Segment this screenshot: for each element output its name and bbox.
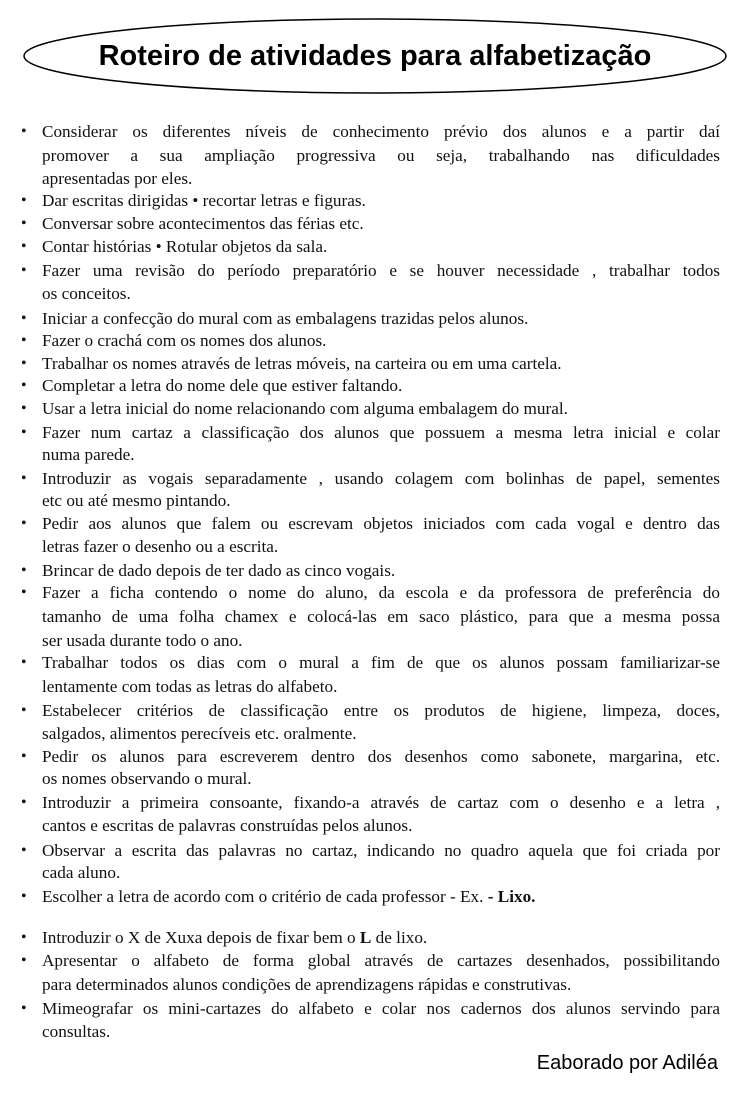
list-item-line: salgados, alimentos perecíveis etc. oralmente. bbox=[42, 724, 357, 743]
bullet-icon: • bbox=[21, 794, 27, 811]
list-item-line: para determinados alunos condições de aprendizagens rápidas e construtivas. bbox=[42, 975, 572, 994]
list-item-line: Brincar de dado depois de ter dado as cinco vogais. bbox=[42, 561, 396, 580]
list-item-line: Observar a escrita das palavras no cartaz, indicando no quadro aquela que foi criada por bbox=[42, 841, 720, 860]
text-segment: de lixo. bbox=[371, 928, 428, 947]
list-item-line: Completar a letra do nome dele que estiver faltando. bbox=[42, 376, 403, 395]
bullet-icon: • bbox=[21, 262, 27, 279]
bullet-icon: • bbox=[21, 702, 27, 719]
bold-text: - Lixo. bbox=[487, 887, 536, 906]
bullet-icon: • bbox=[21, 123, 27, 140]
list-item-line: Fazer num cartaz a classificação dos alunos que possuem a mesma letra inicial e colar bbox=[42, 423, 720, 442]
list-item-line: os conceitos. bbox=[42, 284, 131, 303]
bullet-icon: • bbox=[21, 310, 27, 327]
list-item-line: cada aluno. bbox=[42, 863, 121, 882]
bullet-icon: • bbox=[21, 952, 27, 969]
list-item-line: numa parede. bbox=[42, 445, 135, 464]
bold-text: L bbox=[359, 928, 372, 947]
page-title: Roteiro de atividades para alfabetização bbox=[98, 40, 652, 72]
bullet-icon: • bbox=[21, 400, 27, 417]
bullet-icon: • bbox=[21, 888, 27, 905]
list-item-line: Usar a letra inicial do nome relacionando com alguma embalagem do mural. bbox=[42, 399, 568, 418]
list-item-line: Fazer o crachá com os nomes dos alunos. bbox=[42, 331, 327, 350]
list-item-line: Introduzir a primeira consoante, fixando-a através de cartaz com o desenho e a letra , bbox=[42, 793, 720, 812]
text-segment: Escolher a letra de acordo com o critério de cada professor - Ex. bbox=[42, 887, 488, 906]
list-item-line: Contar histórias • Rotular objetos da sala. bbox=[42, 237, 328, 256]
list-item-line: Iniciar a confecção do mural com as embalagens trazidas pelos alunos. bbox=[42, 309, 529, 328]
list-item-line: ser usada durante todo o ano. bbox=[42, 631, 243, 650]
bullet-icon: • bbox=[21, 377, 27, 394]
list-item-line: cantos e escritas de palavras construídas pelos alunos. bbox=[42, 816, 413, 835]
list-item-line: Considerar os diferentes níveis de conhecimento prévio dos alunos e a partir daí bbox=[42, 122, 720, 141]
bullet-icon: • bbox=[21, 470, 27, 487]
list-item-line: Apresentar o alfabeto de forma global através de cartazes desenhados, possibilitando bbox=[42, 951, 720, 970]
bullet-icon: • bbox=[21, 562, 27, 579]
list-item-line: Pedir os alunos para escreverem dentro dos desenhos como sabonete, margarina, etc. bbox=[42, 747, 720, 766]
bullet-icon: • bbox=[21, 238, 27, 255]
list-item-line: Trabalhar os nomes através de letras móveis, na carteira ou em uma cartela. bbox=[42, 354, 562, 373]
list-item-line: tamanho de uma folha chamex e colocá-las em saco plástico, para que a mesma possa bbox=[42, 607, 720, 626]
list-item-line: letras fazer o desenho ou a escrita. bbox=[42, 537, 279, 556]
list-item-line: Trabalhar todos os dias com o mural a fim de que os alunos possam familiarizar-se bbox=[42, 653, 720, 672]
bullet-icon: • bbox=[21, 842, 27, 859]
bullet-icon: • bbox=[21, 355, 27, 372]
bullet-icon: • bbox=[21, 654, 27, 671]
bullet-icon: • bbox=[21, 1000, 27, 1017]
bullet-icon: • bbox=[21, 748, 27, 765]
list-item-line: Conversar sobre acontecimentos das férias etc. bbox=[42, 214, 364, 233]
bullet-icon: • bbox=[21, 584, 27, 601]
bullet-icon: • bbox=[21, 332, 27, 349]
list-item-line: Introduzir as vogais separadamente , usando colagem com bolinhas de papel, sementes bbox=[42, 469, 720, 488]
bullet-icon: • bbox=[21, 424, 27, 441]
list-item-line: apresentadas por eles. bbox=[42, 169, 193, 188]
bullet-icon: • bbox=[21, 192, 27, 209]
list-item-line: Fazer a ficha contendo o nome do aluno, da escola e da professora de preferência do bbox=[42, 583, 720, 602]
list-item-line: os nomes observando o mural. bbox=[42, 769, 252, 788]
list-item-line: promover a sua ampliação progressiva ou seja, trabalhando nas dificuldades bbox=[42, 146, 720, 165]
author-credit: Eaborado por Adiléa bbox=[536, 1052, 718, 1074]
list-item-line: lentamente com todas as letras do alfabeto. bbox=[42, 677, 338, 696]
bullet-icon: • bbox=[21, 929, 27, 946]
list-item-line: Fazer uma revisão do período preparatório e se houver necessidade , trabalhar todos bbox=[42, 261, 720, 280]
bullet-icon: • bbox=[21, 215, 27, 232]
list-item-line: etc ou até mesmo pintando. bbox=[42, 491, 231, 510]
title-banner bbox=[22, 17, 728, 95]
list-item-line: Mimeografar os mini-cartazes do alfabeto e colar nos cadernos dos alunos servindo para bbox=[42, 999, 720, 1018]
list-item-line: consultas. bbox=[42, 1022, 111, 1041]
list-item-line: Dar escritas dirigidas • recortar letras e figuras. bbox=[42, 191, 366, 210]
list-item-line: Pedir aos alunos que falem ou escrevam objetos iniciados com cada vogal e dentro das bbox=[42, 514, 720, 533]
list-item-line: Estabelecer critérios de classificação entre os produtos de higiene, limpeza, doces, bbox=[42, 701, 720, 720]
list-item-line bbox=[42, 885, 720, 908]
bullet-icon: • bbox=[21, 515, 27, 532]
list-item-line bbox=[42, 926, 720, 949]
text-segment: Introduzir o X de Xuxa depois de fixar bem o bbox=[42, 928, 360, 947]
